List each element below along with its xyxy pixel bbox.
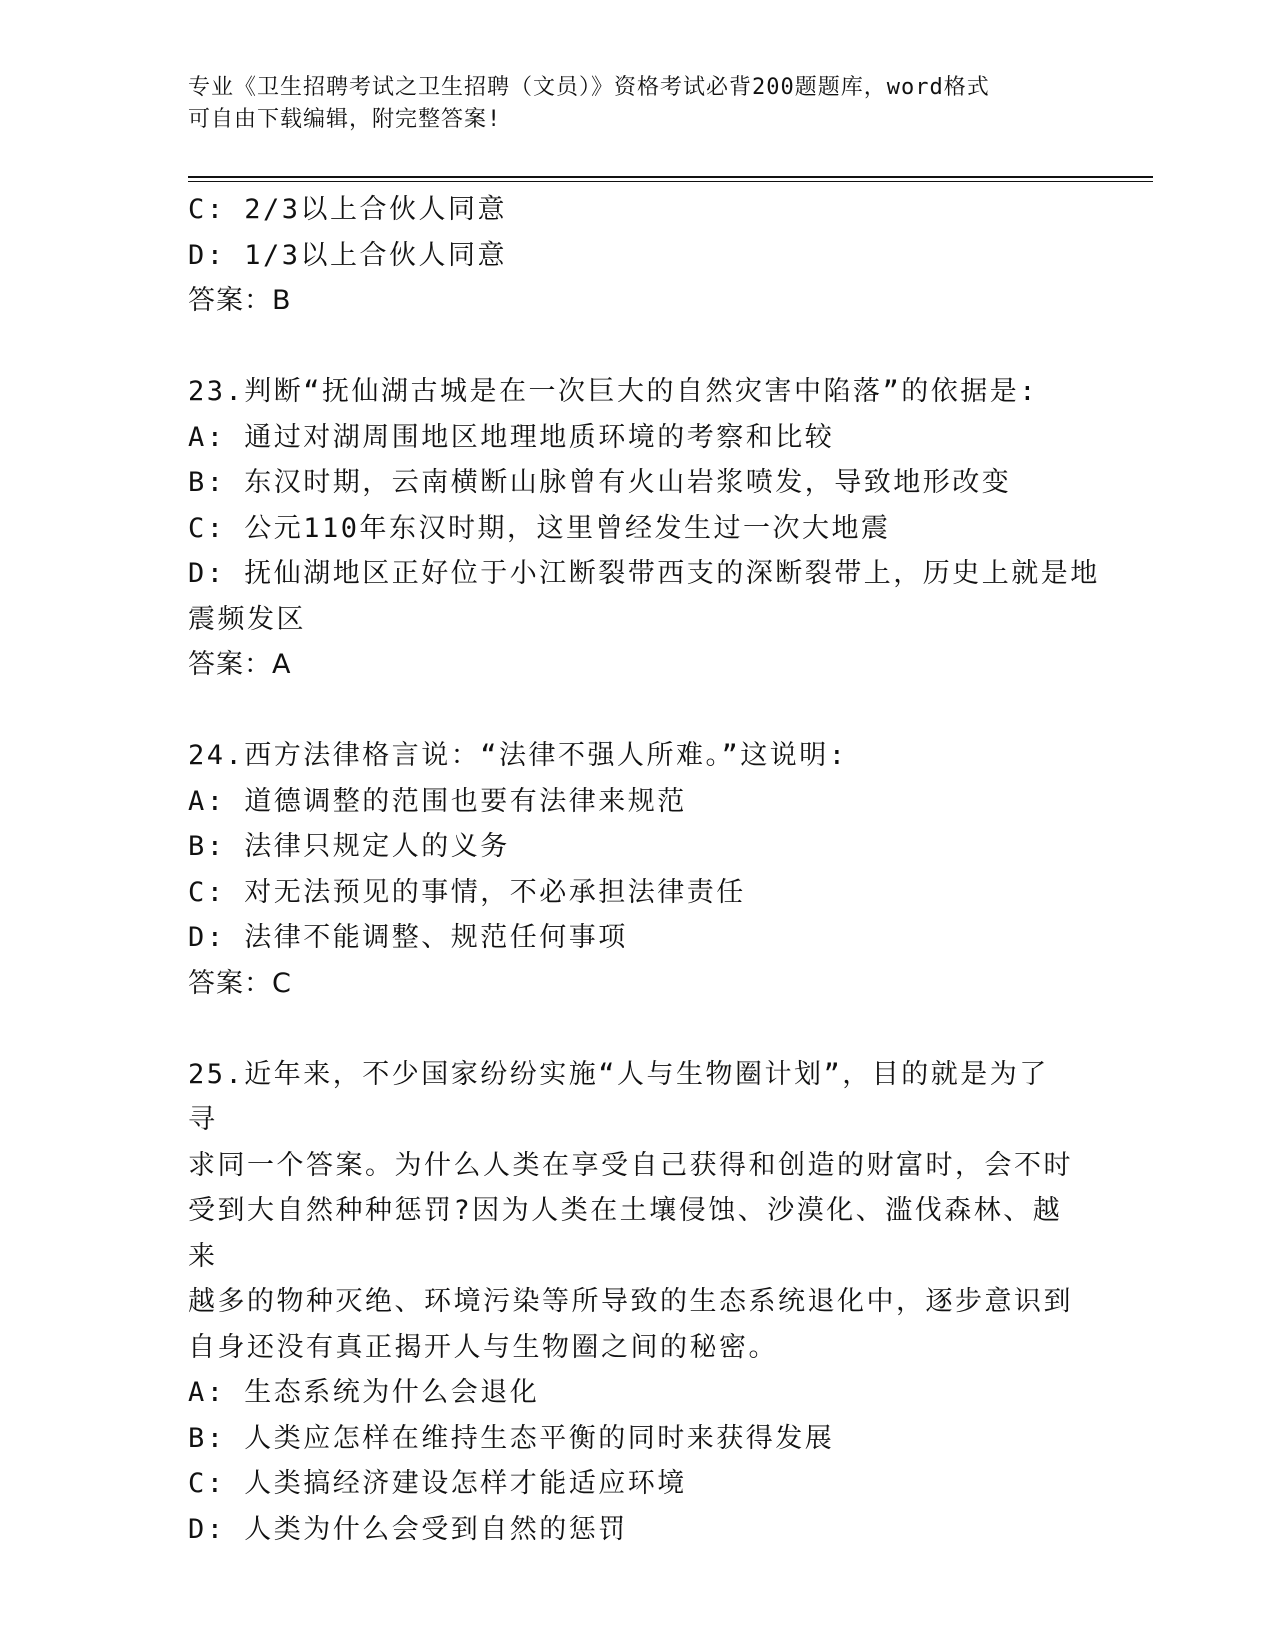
q23-option-b: B: 东汉时期，云南横断山脉曾有火山岩浆喷发，导致地形改变 (188, 467, 1012, 498)
header-rule-thin (188, 181, 1153, 182)
q25-option-c: C: 人类搞经济建设怎样才能适应环境 (188, 1468, 687, 1499)
question-22 (188, 187, 1078, 324)
spacer (188, 688, 1078, 734)
q22-option-c: C: 2/3以上合伙人同意 (188, 194, 508, 225)
q23-option-d-line2: 震频发区 (188, 603, 306, 635)
q24-option-a: A: 道德调整的范围也要有法律来规范 (188, 785, 687, 817)
page-header (188, 72, 1088, 136)
q25-option-b: B: 人类应怎样在维持生态平衡的同时来获得发展 (188, 1422, 835, 1454)
q25-stem-line1: 25.近年来，不少国家纷纷实施“人与生物圈计划”，目的就是为了寻 (188, 1058, 1049, 1135)
q23-answer: 答案：A (188, 649, 292, 680)
q23-option-c: C: 公元110年东汉时期，这里曾经发生过一次大地震 (188, 512, 891, 544)
q23-stem: 23.判断“抚仙湖古城是在一次巨大的自然灾害中陷落”的依据是: (188, 376, 1039, 407)
q23-option-d-line1: D: 抚仙湖地区正好位于小江断裂带西支的深断裂带上，历史上就是地 (188, 558, 1100, 589)
q25-stem-line3: 受到大自然种种惩罚?因为人类在土壤侵蚀、沙漠化、滥伐森林、越来 (188, 1195, 1063, 1272)
question-23 (188, 369, 1100, 688)
q22-option-d: D: 1/3以上合伙人同意 (188, 239, 508, 271)
question-24 (188, 733, 1078, 1006)
q24-option-b: B: 法律只规定人的义务 (188, 831, 510, 862)
q22-answer: 答案：B (188, 285, 292, 316)
header-rule-thick (188, 176, 1153, 178)
q24-answer: 答案：C (188, 967, 292, 999)
q24-option-d: D: 法律不能调整、规范任何事项 (188, 922, 628, 953)
q25-option-a: A: 生态系统为什么会退化 (188, 1377, 540, 1408)
q24-option-c: C: 对无法预见的事情，不必承担法律责任 (188, 876, 746, 908)
spacer (188, 1006, 1078, 1052)
q25-option-d: D: 人类为什么会受到自然的惩罚 (188, 1513, 628, 1545)
q25-stem-line4: 越多的物种灭绝、环境污染等所导致的生态系统退化中，逐步意识到 (188, 1286, 1073, 1317)
document-body (188, 187, 1100, 1552)
q25-stem-line5: 自身还没有真正揭开人与生物圈之间的秘密。 (188, 1331, 778, 1363)
q24-stem: 24.西方法律格言说：“法律不强人所难。”这说明: (188, 740, 848, 771)
question-25 (188, 1052, 1078, 1553)
q25-stem-line2: 求同一个答案。为什么人类在享受自己获得和创造的财富时，会不时 (188, 1149, 1073, 1181)
header-title-line1: 专业《卫生招聘考试之卫生招聘（文员）》资格考试必背200题题库，word格式 (188, 75, 990, 100)
spacer (188, 324, 1078, 370)
q23-option-a: A: 通过对湖周围地区地理地质环境的考察和比较 (188, 421, 835, 453)
header-title-line2: 可自由下载编辑，附完整答案! (188, 107, 502, 132)
